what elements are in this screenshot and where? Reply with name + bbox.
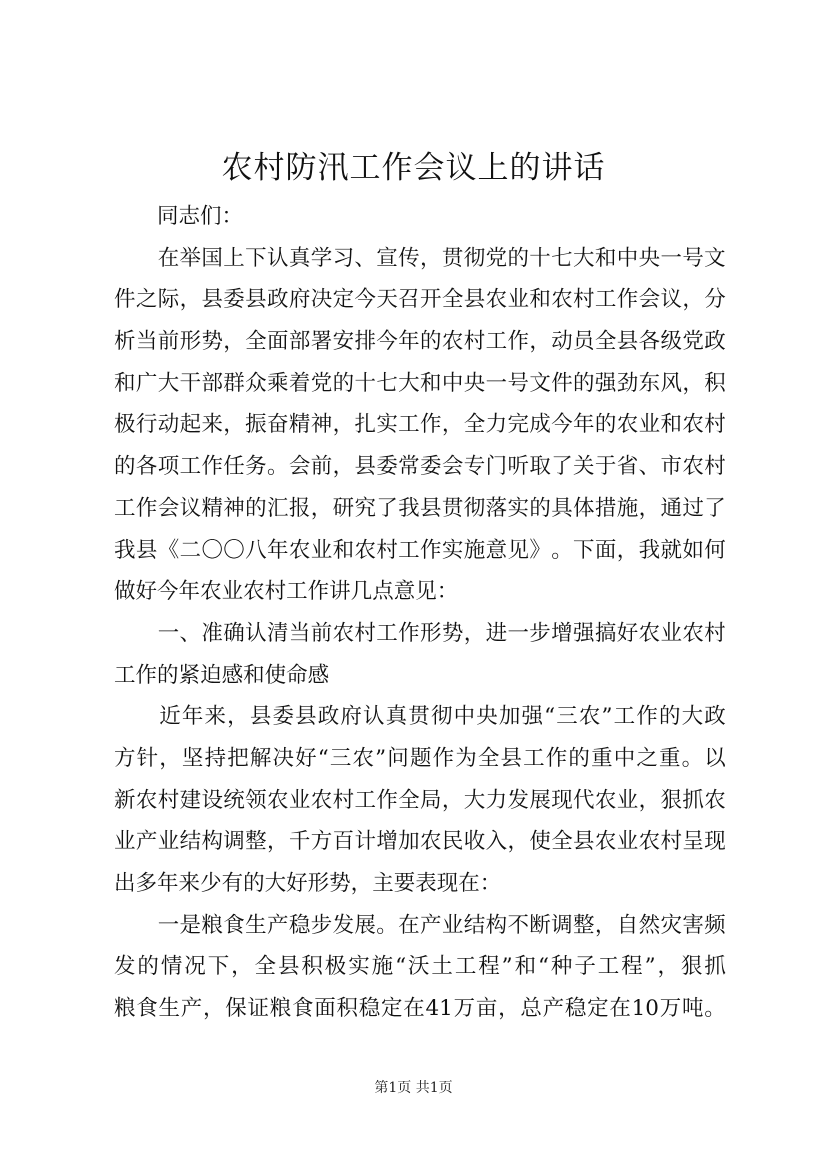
body-line: 极 行 动 起 来 ， 振 奋 精 神 ， 扎 实 工 作 ， 全 力 完 成 今 年 的 农 业 和 农 村: [114, 412, 726, 438]
body-line: 近 年 来 ， 县 委 县 政 府 认 真 贯 彻 中 央 加 强 “ 三 农 ” 工 作 的 大 政: [159, 704, 726, 730]
body-line: 做 好 今 年 农 业 农 村 工 作 讲 几 点 意 见 ：: [114, 579, 459, 605]
body-line: 同 志 们 ：: [157, 204, 244, 229]
body-line: 工 作 会 议 精 神 的 汇 报 ， 研 究 了 我 县 贯 彻 落 实 的 具 体 措 施 ， 通 过 了: [114, 495, 726, 521]
page-footer: 第1页 共1页: [374, 1080, 453, 1096]
document-body: [114, 196, 726, 1030]
body-line: 粮 食 生 产 ， 保 证 粮 食 面 积 稳 定 在 41 万 亩 ， 总 产 稳 定 在 10 万 吨 。: [114, 996, 726, 1022]
body-line: 工 作 的 紧 迫 感 和 使 命 感: [114, 662, 330, 688]
body-line: 的 各 项 工 作 任 务 。 会 前 ， 县 委 常 委 会 专 门 听 取 了 关 于 省 、 市 农 村: [114, 454, 726, 480]
body-line: 和 广 大 干 部 群 众 乘 着 党 的 十 七 大 和 中 央 一 号 文 件 的 强 劲 东 风 ， 积: [114, 370, 726, 396]
body-line: 出 多 年 来 少 有 的 大 好 形 势 ， 主 要 表 现 在 ：: [114, 871, 502, 896]
body-line: 我 县 《 二 〇 〇 八 年 农 业 和 农 村 工 作 实 施 意 见 》 。 下 面 ， 我 就 如 何: [114, 537, 726, 563]
body-line: 一 、 准 确 认 清 当 前 农 村 工 作 形 势 ， 进 一 步 增 强 搞 好 农 业 农 村: [157, 620, 726, 646]
body-line: 方 针 ， 坚 持 把 解 决 好 “ 三 农 ” 问 题 作 为 全 县 工 作 的 重 中 之 重 。 以: [114, 745, 726, 771]
body-line: 在 举 国 上 下 认 真 学 习 、 宣 传 ， 贯 彻 党 的 十 七 大 和 中 央 一 号 文: [157, 245, 726, 271]
body-line: 析 当 前 形 势 ， 全 面 部 署 安 排 今 年 的 农 村 工 作 ， 动 员 全 县 各 级 党 政: [114, 329, 726, 355]
body-line: 业 产 业 结 构 调 整 ， 千 方 百 计 增 加 农 民 收 入 ， 使 全 县 农 业 农 村 呈 现: [114, 829, 726, 855]
body-line: 发 的 情 况 下 ， 全 县 积 极 实 施 “ 沃 土 工 程 ” 和 “ 种 子 工 程 ” ， 狠 抓: [114, 954, 726, 980]
body-line: 新 农 村 建 设 统 领 农 业 农 村 工 作 全 局 ， 大 力 发 展 现 代 农 业 ， 狠 抓 农: [114, 787, 726, 813]
page-title: 农村防汛工作会议上的讲话: [221, 150, 606, 186]
body-line: 一 是 粮 食 生 产 稳 步 发 展 。 在 产 业 结 构 不 断 调 整 ， 自 然 灾 害 频: [157, 912, 726, 938]
body-line: 件 之 际 ， 县 委 县 政 府 决 定 今 天 召 开 全 县 农 业 和 农 村 工 作 会 议 ， 分: [114, 287, 726, 313]
